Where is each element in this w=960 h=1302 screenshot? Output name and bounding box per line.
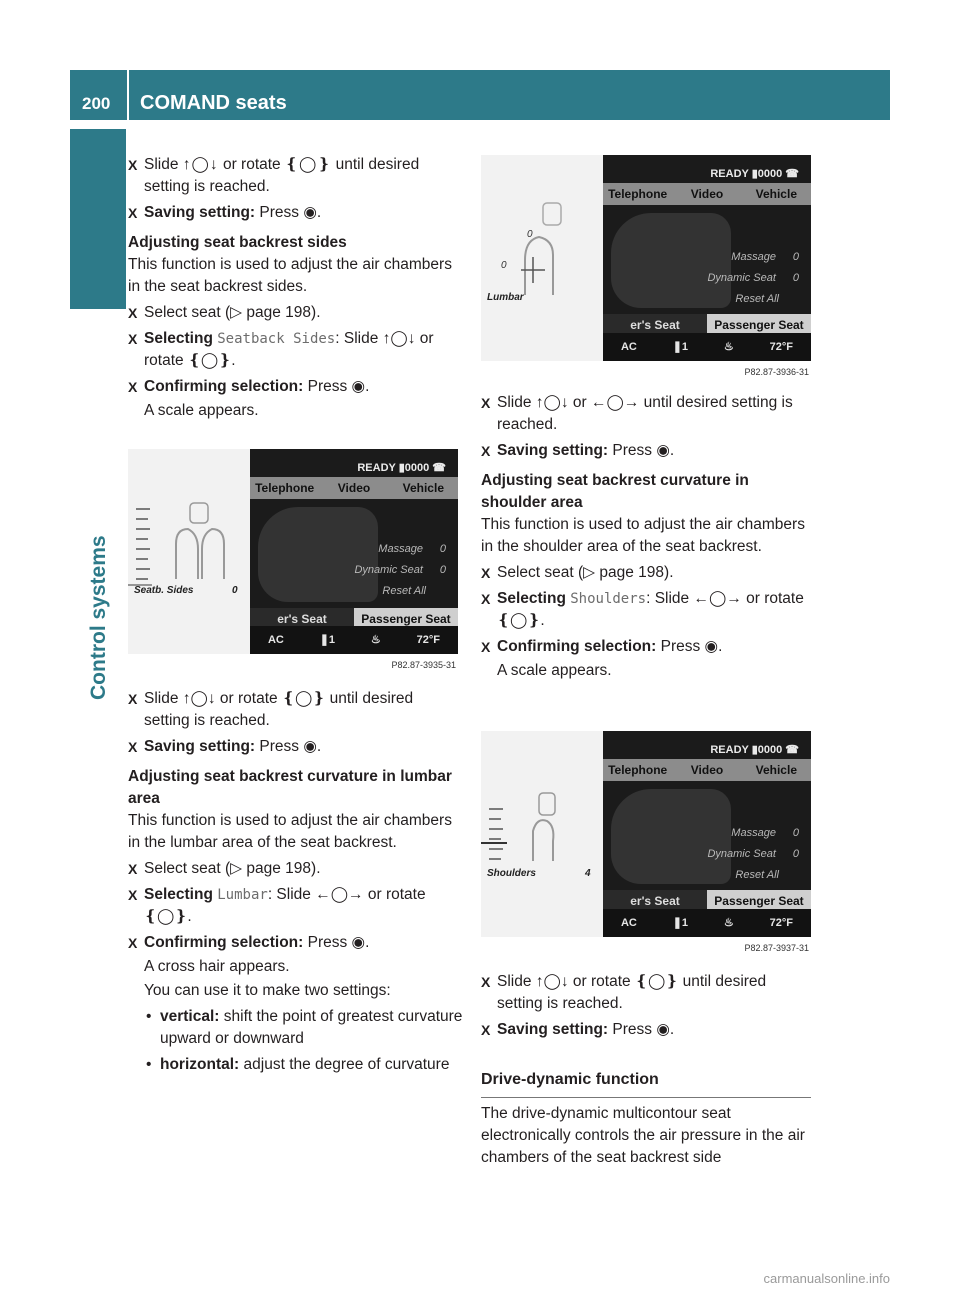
menu-reset-all: Reset All: [735, 869, 779, 881]
step: [481, 392, 816, 436]
shoulder-scale-icon: [481, 731, 603, 937]
section-heading: Adjusting seat backrest curvature in lumbar area: [128, 768, 452, 807]
step-arrow-icon: X: [481, 443, 491, 459]
page-number: 200: [82, 94, 111, 113]
step: [481, 1019, 816, 1041]
step-bold: Saving setting:: [144, 204, 256, 221]
seat-menu: [707, 826, 799, 882]
tab-bar: [603, 759, 811, 781]
seat-passenger: Passenger Seat: [361, 612, 451, 626]
figure-shoulders: [481, 731, 811, 953]
step-arrow-icon: X: [128, 935, 138, 951]
step-text: until desired setting is reached.: [144, 156, 420, 195]
figure-caption: P82.87-3936-31: [744, 367, 809, 377]
fan-icon: ❚1: [672, 341, 689, 353]
right-column-bottom: [481, 971, 816, 1045]
step-result: A scale appears.: [144, 402, 259, 419]
step-text: : Slide ←◯→ or rotate ❴◯❵.: [144, 886, 426, 925]
left-column-top: [128, 154, 463, 426]
step-bold: Saving setting:: [144, 738, 256, 755]
step-arrow-icon: X: [481, 565, 491, 581]
menu-massage: Massage 0: [378, 543, 446, 555]
step-arrow-icon: X: [128, 379, 138, 395]
menu-massage: Massage 0: [731, 251, 799, 263]
scale-panel: [128, 449, 250, 654]
step-arrow-icon: X: [481, 395, 491, 411]
ac-label: AC: [620, 917, 637, 929]
scale-value: 4: [585, 868, 591, 879]
tab-telephone: Telephone: [255, 481, 315, 495]
lumbar-crosshair-icon: [481, 155, 603, 361]
paragraph: The drive-dynamic multicontour seat electronically controls the air pressure in the air chambers of the seat backrest side: [481, 1105, 805, 1166]
step-text: Press ◉.: [255, 738, 322, 755]
tab-video: Video: [337, 481, 371, 495]
step-text: or rotate: [218, 156, 285, 173]
left-column-bottom: [128, 688, 463, 1080]
step-arrow-icon: X: [481, 639, 491, 655]
step-text: Slide ↑◯↓ or rotate ❴◯❵ until desired setting is reached.: [497, 973, 767, 1012]
scale-label: Lumbar: [487, 292, 524, 303]
section-title: COMAND seats: [140, 92, 287, 114]
footer-watermark: carmanualsonline.info: [763, 1271, 890, 1286]
step-arrow-icon: X: [481, 974, 491, 990]
step-text: : Slide ↑◯↓ or rotate ❴◯❵.: [144, 330, 434, 369]
step-bold: Selecting: [497, 590, 566, 607]
section-heading: Adjusting seat backrest sides: [128, 234, 347, 251]
temperature-label: 72°F: [416, 634, 441, 646]
seat-heat-icon: ♨: [370, 634, 381, 646]
step-text: Select seat (▷ page 198).: [144, 304, 321, 321]
seat-menu: [707, 250, 799, 306]
step-result: A cross hair appears.: [144, 958, 290, 975]
tab-vehicle: Vehicle: [402, 481, 444, 495]
step-bold: Selecting: [144, 886, 213, 903]
seat-sides-scale-icon: [128, 449, 250, 654]
step: [128, 376, 463, 422]
seat-menu: [354, 542, 446, 598]
step-arrow-icon: X: [128, 691, 138, 707]
step: [481, 971, 816, 1015]
menu-reset-all: Reset All: [382, 585, 426, 597]
climate-bar: [603, 333, 811, 361]
step-bold: Confirming selection:: [144, 934, 304, 951]
right-column: [481, 392, 816, 686]
step-text: Press ◉.: [303, 934, 370, 951]
svg-text:0: 0: [527, 229, 533, 240]
menu-dynamic-seat: Dynamic Seat 0: [707, 272, 799, 284]
menu-item-name: Lumbar: [217, 887, 268, 903]
tab-vehicle: Vehicle: [755, 763, 797, 777]
step-text: Press ◉.: [608, 1021, 675, 1038]
step-result: A scale appears.: [497, 662, 612, 679]
tab-telephone: Telephone: [608, 763, 668, 777]
display-panel: [250, 449, 458, 654]
temperature-label: 72°F: [769, 341, 794, 353]
tab-telephone: Telephone: [608, 187, 668, 201]
step-text: Press ◉.: [303, 378, 370, 395]
display-panel: [603, 155, 811, 361]
bullet-icon: •: [146, 1056, 152, 1073]
tab-vehicle: Vehicle: [755, 187, 797, 201]
seat-passenger: Passenger Seat: [714, 318, 804, 332]
step-text: Press ◉.: [656, 638, 723, 655]
step-text: Press ◉.: [608, 442, 675, 459]
step: [128, 302, 463, 324]
bullet-text: adjust the degree of curvature: [239, 1056, 450, 1073]
figure-lumbar: [481, 155, 811, 377]
tab-video: Video: [690, 187, 724, 201]
step-text: Slide ↑◯↓ or rotate ❴◯❵ until desired setting is reached.: [144, 690, 414, 729]
ac-label: AC: [620, 341, 637, 353]
step: [481, 588, 816, 632]
step-arrow-icon: X: [128, 331, 138, 347]
step-bold: Saving setting:: [497, 442, 609, 459]
temperature-label: 72°F: [769, 917, 794, 929]
seat-passenger: Passenger Seat: [714, 894, 804, 908]
scale-panel: [481, 731, 603, 937]
step-bold: Saving setting:: [497, 1021, 609, 1038]
step-bold: Confirming selection:: [497, 638, 657, 655]
figure-caption: P82.87-3935-31: [391, 660, 456, 670]
seat-driver: er's Seat: [250, 608, 354, 630]
step-bold: Selecting: [144, 330, 213, 347]
step-bold: Confirming selection:: [144, 378, 304, 395]
step: [128, 736, 463, 758]
bullet-item: [144, 1054, 463, 1076]
header-divider: [127, 70, 129, 120]
step-text: Press: [255, 204, 304, 221]
tab-bar: [250, 477, 458, 499]
scale-label: Seatb. Sides: [134, 585, 194, 596]
step-arrow-icon: X: [128, 887, 138, 903]
menu-massage: Massage 0: [731, 827, 799, 839]
menu-item-name: Shoulders: [570, 591, 647, 607]
seat-driver: er's Seat: [603, 314, 707, 336]
ac-label: AC: [267, 634, 284, 646]
side-label: [87, 500, 111, 700]
section-heading: Drive-dynamic function: [481, 1069, 811, 1098]
climate-bar: [250, 626, 458, 654]
bullet-bold: vertical:: [160, 1008, 220, 1025]
step-arrow-icon: X: [128, 861, 138, 877]
figure-caption: P82.87-3937-31: [744, 943, 809, 953]
svg-text:0: 0: [501, 260, 507, 271]
step: [128, 328, 463, 372]
step: X Saving setting: Press ◉.: [128, 202, 463, 224]
step-text: Select seat (▷ page 198).: [497, 564, 674, 581]
side-tab: [70, 129, 126, 309]
status-bar: READY ▮0000 ☎: [357, 462, 446, 474]
step: [128, 154, 463, 198]
paragraph: This function is used to adjust the air chambers in the lumbar area of the seat backrest.: [128, 812, 452, 851]
step-result: You can use it to make two settings:: [144, 982, 391, 999]
status-bar: READY ▮0000 ☎: [710, 744, 799, 756]
figure-seatback-sides: [128, 449, 458, 670]
step: [481, 440, 816, 462]
seat-driver: er's Seat: [603, 890, 707, 912]
step: [481, 562, 816, 584]
seat-heat-icon: ♨: [723, 341, 734, 353]
step-arrow-icon: X: [128, 739, 138, 755]
controller-slide-icon: ↑◯↓: [182, 156, 219, 173]
bullet-item: [144, 1006, 463, 1050]
section-heading: Adjusting seat backrest curvature in shoulder area: [481, 472, 749, 511]
step-arrow-icon: X: [128, 205, 138, 221]
tab-video: Video: [690, 763, 724, 777]
bullet-text: shift the point of greatest curvature upward or downward: [160, 1008, 463, 1047]
step: [128, 932, 463, 1076]
side-label-text: Control systems: [87, 535, 110, 700]
fan-icon: ❚1: [672, 917, 689, 929]
step-text: Select seat (▷ page 198).: [144, 860, 321, 877]
display-panel: [603, 731, 811, 937]
paragraph: This function is used to adjust the air chambers in the shoulder area of the seat backrest.: [481, 516, 805, 555]
menu-dynamic-seat: Dynamic Seat 0: [354, 564, 446, 576]
step: [481, 636, 816, 682]
controller-press-icon: ◉: [303, 204, 317, 221]
climate-bar: [603, 909, 811, 937]
step-arrow-icon: X: [128, 157, 138, 173]
seat-heat-icon: ♨: [723, 917, 734, 929]
step-arrow-icon: X: [128, 305, 138, 321]
status-bar: READY ▮0000 ☎: [710, 168, 799, 180]
step-arrow-icon: X: [481, 1022, 491, 1038]
scale-value: 0: [232, 585, 238, 596]
fan-icon: ❚1: [319, 634, 336, 646]
crosshair-panel: [481, 155, 603, 361]
controller-rotate-icon: ❴◯❵: [284, 156, 332, 173]
bullet-icon: •: [146, 1008, 152, 1025]
step: [128, 884, 463, 928]
tab-bar: [603, 183, 811, 205]
step: [128, 688, 463, 732]
scale-label: Shoulders: [487, 868, 536, 879]
menu-reset-all: Reset All: [735, 293, 779, 305]
step-text: Slide: [144, 156, 183, 173]
step: [128, 858, 463, 880]
bullet-bold: horizontal:: [160, 1056, 240, 1073]
step-text: Slide ↑◯↓ or ←◯→ until desired setting is reached.: [497, 394, 793, 433]
menu-item-name: Seatback Sides: [217, 331, 336, 347]
menu-dynamic-seat: Dynamic Seat 0: [707, 848, 799, 860]
step-text: : Slide ←◯→ or rotate ❴◯❵.: [497, 590, 804, 629]
step-arrow-icon: X: [481, 591, 491, 607]
paragraph: This function is used to adjust the air chambers in the seat backrest sides.: [128, 256, 452, 295]
